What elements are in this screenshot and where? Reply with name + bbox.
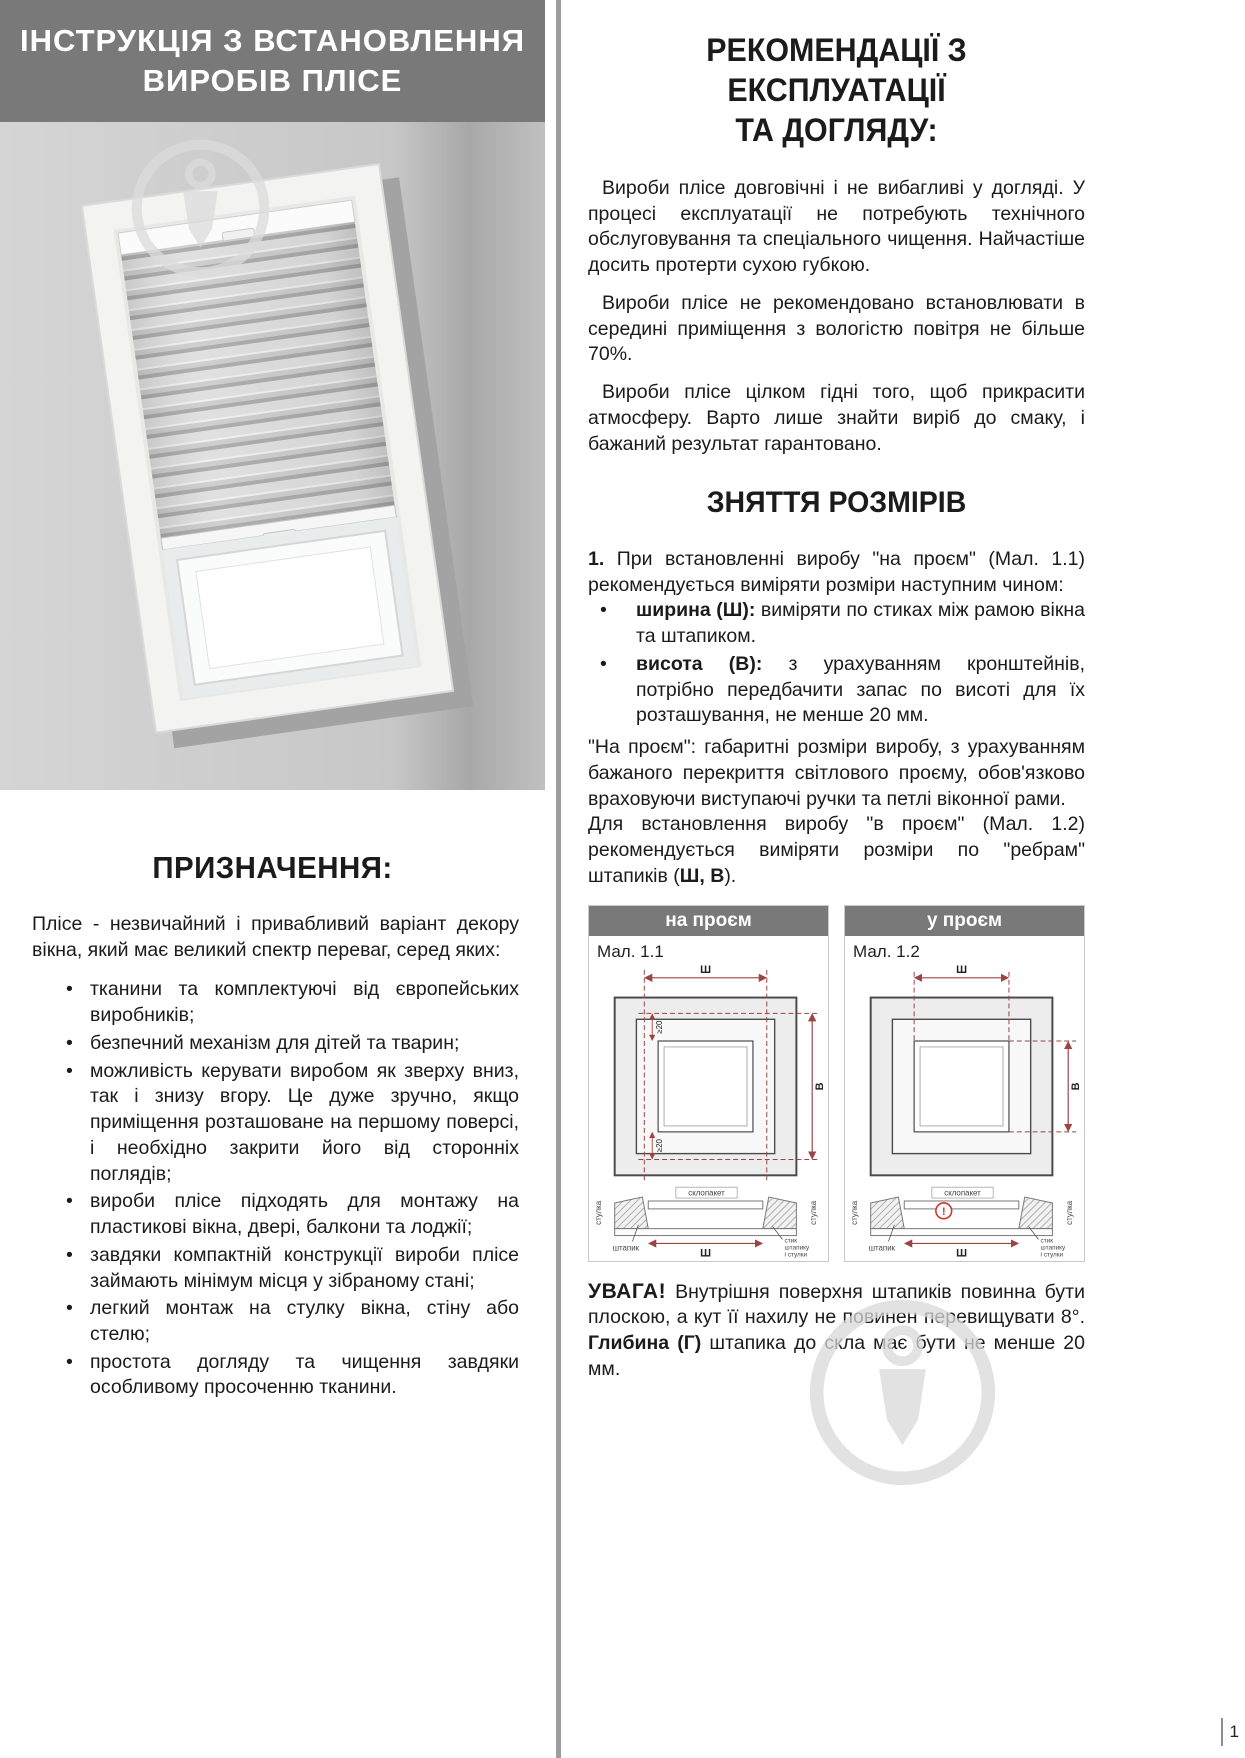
figure1-diagram [589, 962, 828, 1260]
list-item [62, 1189, 519, 1240]
dim-gte20-bottom-label: ≥20 [655, 1139, 665, 1153]
page-number [1221, 1718, 1239, 1746]
dim-height-label: В [814, 1082, 827, 1091]
section-width-label: Ш [700, 1247, 711, 1260]
joint-label-2: штапику [784, 1244, 810, 1252]
measure-paragraph-4: "На проєм": габаритні розміри виробу, з урахуванням бажаного перекриття світлового проєму, обов'язково враховуючи виступаючі ручки та петлі віконної рами. [588, 736, 1085, 810]
list-item-text: тканини та комплектуючі від європейських виробників; [90, 978, 519, 1027]
term-height-text: з урахуванням кронштейнів, потрібно передбачити запас по висоті для їх розташування, не менше 20 мм. [636, 652, 1085, 727]
list-item [62, 1243, 519, 1294]
list-item [62, 1350, 519, 1401]
section-width-label: Ш [956, 1247, 967, 1260]
list-item [598, 652, 1085, 729]
joint-label-3: і стулки [784, 1251, 808, 1259]
p5-text: Для встановлення виробу "в проєм" (Мал. 1.2) рекомендується виміряти розміри по "ребрам" штапиків ( [588, 813, 1085, 887]
column-divider [556, 0, 561, 1758]
sash-left-label: стулка [593, 1201, 603, 1226]
measure-list [598, 598, 1085, 729]
attention-paragraph [588, 1278, 1085, 1383]
glazing-label: склопакет [688, 1189, 725, 1199]
list-item-text: простота догляду та чищення завдяки особливому просоченню тканини. [90, 1350, 519, 1399]
list-item [62, 1031, 519, 1057]
bead-label: штапик [612, 1243, 640, 1253]
figure1-header: на проєм [589, 906, 828, 936]
left-column [0, 0, 545, 1403]
dim-height-label: В [1070, 1082, 1083, 1091]
joint-label-2: штапику [1040, 1244, 1066, 1252]
measure-paragraph-5 [588, 812, 1085, 889]
page-title-line2: ВИРОБІВ ПЛІСЕ [142, 63, 403, 98]
list-item-text: завдяки компактній конструкції вироби плісе займають мінімум місця у зібраному стані; [90, 1243, 519, 1292]
list-item [62, 1059, 519, 1188]
figure1-caption: Мал. 1.1 [597, 942, 664, 962]
attention-label: УВАГА! [588, 1279, 667, 1303]
list-item-text: можливість керувати виробом як зверху вниз, так і знизу вгору. Це дуже зручно, якщо приміщення розташоване на першому поверсі, і необхідно закрити його від сторонніх поглядів; [90, 1059, 519, 1185]
list-item-text: безпечний механізм для дітей та тварин; [90, 1031, 460, 1054]
dim-gte20-top-label: ≥20 [655, 1021, 665, 1035]
care-paragraph-2: Вироби плісе не рекомендовано встановлювати в середині приміщення з вологістю повітря не більше 70%. [588, 291, 1085, 366]
figure2-caption: Мал. 1.2 [853, 942, 920, 962]
warning-mark: ! [941, 1206, 946, 1219]
purpose-list [62, 977, 519, 1401]
p5-bold: Ш, В [679, 864, 725, 887]
figure-na-proyem [588, 905, 829, 1261]
page-title-banner [0, 0, 545, 122]
figure2-header: у проєм [845, 906, 1084, 936]
cross-section [594, 1188, 818, 1260]
cross-section [850, 1188, 1074, 1260]
page-number-divider [1221, 1718, 1223, 1746]
sash-right-label: стулка [1065, 1201, 1075, 1226]
list-item [598, 598, 1085, 649]
figure2-diagram [845, 962, 1084, 1260]
joint-label-1: стик [1040, 1237, 1054, 1245]
figure-u-proyem [844, 905, 1085, 1261]
step-number: 1. [588, 547, 605, 570]
term-width-text: виміряти по стиках між рамою вікна та штапиком. [636, 599, 1085, 648]
purpose-section [0, 886, 545, 1401]
term-height: висота (В): [636, 652, 763, 675]
attention-bold-2: Глибина (Г) [588, 1332, 702, 1355]
care-paragraph-1: Вироби плісе довговічні і не вибагливі у догляді. У процесі експлуатації не потребують технічного обслуговування та спеціального чищення. Найчастіше досить протерти сухою губкою. [588, 177, 1085, 277]
list-item [62, 1296, 519, 1347]
sash-left-label: стулка [849, 1201, 859, 1226]
measure-step-1 [588, 547, 1085, 598]
care-heading-line2: ТА ДОГЛЯДУ: [735, 112, 938, 148]
list-item-text: вироби плісе підходять для монтажу на пластикові вікна, двері, балкони та лоджії; [90, 1190, 519, 1239]
sash-right-label: стулка [809, 1201, 819, 1226]
care-heading-line1: РЕКОМЕНДАЦІЇ З ЕКСПЛУАТАЦІЇ [706, 32, 967, 108]
glazing-label: склопакет [944, 1189, 981, 1199]
step-text: При встановленні виробу "на проєм" (Мал. 1.1) рекомендується виміряти розміри наступним чином: [588, 547, 1085, 596]
page-number-value: 1 [1229, 1722, 1239, 1741]
list-item [62, 977, 519, 1028]
p5-end: ). [724, 864, 737, 887]
joint-label-3: і стулки [1040, 1251, 1064, 1259]
joint-label-1: стик [784, 1237, 798, 1245]
term-width: ширина (Ш): [636, 599, 756, 622]
measure-heading: ЗНЯТТЯ РОЗМІРІВ [706, 486, 967, 520]
care-paragraph-3: Вироби плісе цілком гідні того, щоб прикрасити атмосферу. Варто лише знайти виріб до смаку, і бажаний результат гарантовано. [588, 381, 1085, 455]
attention-text-1: Внутрішня поверхня штапиків повинна бути плоскою, а кут її нахилу не повинен перевищувати 8°. [588, 1280, 1085, 1329]
figures-row [588, 905, 1085, 1261]
dim-width-label: Ш [700, 964, 711, 977]
bead-label: штапик [868, 1243, 896, 1253]
purpose-heading: ПРИЗНАЧЕННЯ: [152, 850, 393, 885]
list-item-text: легкий монтаж на стулку вікна, стіну або стелю; [90, 1297, 519, 1346]
window-photo [0, 122, 545, 790]
page-title-line1: ІНСТРУКЦІЯ З ВСТАНОВЛЕННЯ [19, 23, 525, 59]
purpose-intro: Плісе - незвичайний і привабливий варіант декору вікна, який має великий спектр переваг, серед яких: [32, 913, 519, 961]
right-column [588, 30, 1085, 1395]
care-heading [600, 30, 1072, 150]
attention-text-2: штапика до скла має бути не менше 20 мм. [588, 1332, 1085, 1380]
dim-width-label: Ш [956, 964, 967, 977]
window-illustration [0, 122, 545, 790]
